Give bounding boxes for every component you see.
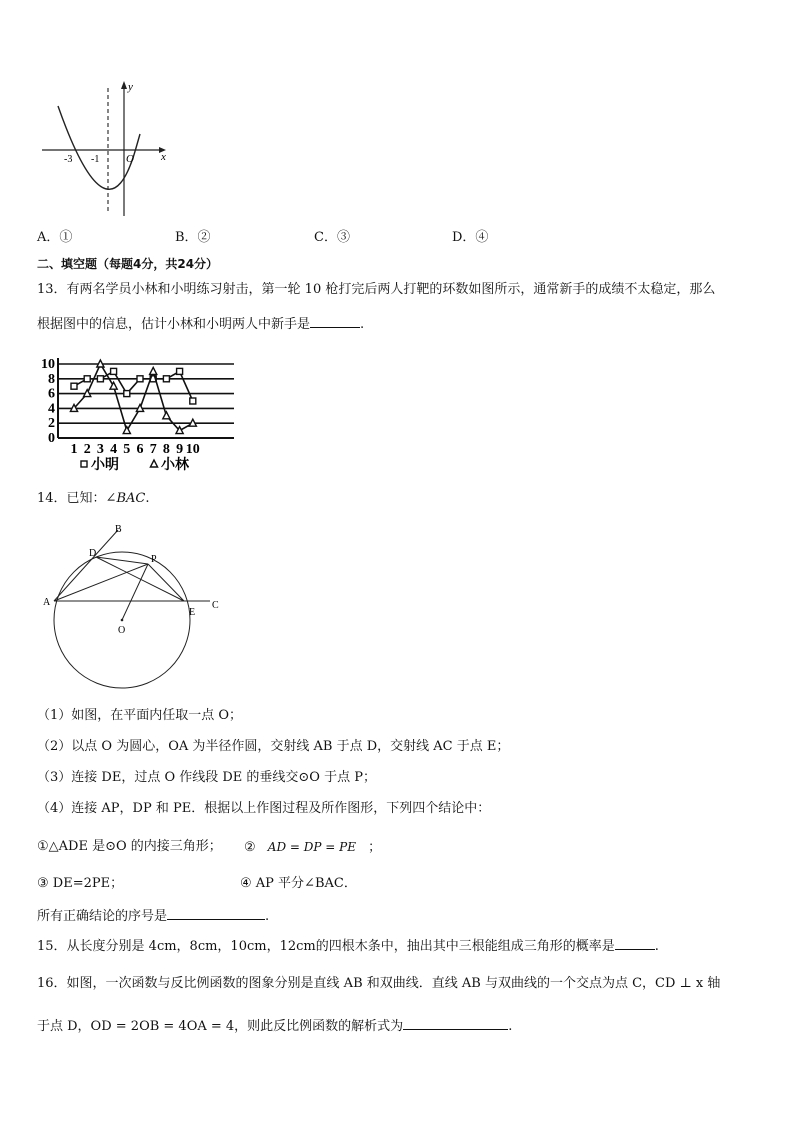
chart-point-triangle [84,390,91,397]
chart-x-tick-label: 2 [83,442,91,457]
label-d: D [89,548,97,559]
chart-point-square [177,368,183,374]
chart-y-tick-label: 6 [48,386,55,402]
q13-line2-prefix: 根据图中的信息，估计小林和小明两人中新手是 [37,317,311,332]
q14-conclusion-1: ①△ADE 是⊙O 的内接三角形； [37,839,222,854]
chart-x-tick-label: 8 [162,442,170,457]
q16-line2-suffix: . [508,1019,513,1034]
graph-x-label: x [161,151,166,163]
q13-shooting-line-chart [36,340,246,478]
q14-conclusion-4: ④ AP 平分∠BAC． [240,876,357,891]
chart-point-triangle [163,412,170,419]
q14-title [37,490,149,508]
label-a: A [43,597,51,608]
q14-answer-prefix: 所有正确结论的序号是 [37,909,168,924]
chart-series-line-0 [74,371,193,401]
q16-text-line2 [37,1015,512,1036]
chart-point-square [84,376,90,382]
graph-y-label: y [128,81,133,93]
chart-x-tick-label: 4 [110,442,118,457]
chart-x-tick-label: 7 [149,442,157,457]
y-axis-arrow-icon [121,81,127,89]
chart-y-tick-label: 2 [48,416,55,432]
q15-answer-blank[interactable] [615,935,655,950]
chart-point-square [124,391,130,397]
q16-text-line1: 16．如图，一次函数与反比例函数的图象分别是直线 AB 和双曲线．直线 AB 与双曲线的一个交点为点 C，CD ⊥ x 轴 [37,976,721,991]
q13-text-line1: 13．有两名学员小林和小明练习射击，第一轮 10 枪打完后两人打靶的环数如图所示，通常新手的成绩不太稳定，那么 [37,282,716,297]
chart-x-tick-label: 9 [176,442,184,457]
q13-answer-blank[interactable] [310,313,360,328]
q14-step1: （1）如图，在平面内任取一点 O； [37,708,243,723]
chart-point-triangle [97,360,104,367]
chart-point-square [137,376,143,382]
label-c: C [212,600,219,611]
q14-title-suffix: . [145,491,150,506]
chart-point-triangle [189,419,196,426]
label-o: O [118,625,126,636]
q12-option-c: C．③ [314,230,350,245]
chart-point-square [190,398,196,404]
chart-x-tick-label: 6 [136,442,144,457]
q14-conclusion-3: ③ DE=2PE； [37,876,124,891]
chart-y-tick-label: 4 [48,401,55,417]
ray-ab [54,530,118,601]
q14-step2: （2）以点 O 为圆心，OA 为半径作圆，交射线 AB 于点 D，交射线 AC 于点 E； [37,739,510,754]
center-point-o [121,619,124,622]
graph-origin-label: O [126,153,134,165]
q12-parabola-graph [36,78,176,220]
q14-conclusion-2 [244,838,381,857]
q13-text-line2 [37,313,364,334]
q12-option-b: B．② [175,230,211,245]
q14-c2-prefix: ② [244,840,256,855]
q14-answer-blank[interactable] [167,905,265,920]
q14-answer-suffix: . [265,909,270,924]
graph-tick-minus1: -1 [91,154,100,165]
chart-y-tick-label: 10 [41,357,55,372]
q12-option-a: A．① [37,230,73,245]
q14-title-prefix: 14．已知： [37,491,106,506]
q14-c2-arc-equation: AD = DP = PE [267,840,356,854]
chart-y-tick-label: 8 [48,371,55,387]
chart-x-tick-label: 1 [70,442,78,457]
parabola-curve [58,106,140,189]
q15-text-line [37,935,659,956]
q14-answer-line [37,905,269,926]
chart-x-tick-label: 10 [185,442,200,457]
chart-point-triangle [150,367,157,374]
chart-x-tick-label: 5 [123,442,131,457]
chart-point-square [97,376,103,382]
q14-circle-construction-figure [38,520,228,694]
q14-step3: （3）连接 DE，过点 O 作线段 DE 的垂线交⊙O 于点 P； [37,770,376,785]
graph-tick-minus3: -3 [64,154,73,165]
q16-answer-blank[interactable] [403,1015,508,1030]
q12-option-d: D．④ [452,230,489,245]
chart-x-tick-label: 3 [96,442,104,457]
legend-label-xiaolin: 小林 [161,458,189,473]
q15-text: 15．从长度分别是 4cm，8cm，10cm，12cm的四根木条中，抽出其中三根能组成三角形的概率是 [37,939,615,954]
q14-c2-suffix: ； [368,840,382,855]
q14-step4: （4）连接 AP，DP 和 PE．根据以上作图过程及所作图形，下列四个结论中： [37,801,491,816]
chart-y-tick-label: 0 [48,431,55,446]
chart-point-square [163,376,169,382]
legend-triangle-marker [150,460,157,467]
chart-point-square [71,383,77,389]
label-e: E [189,607,196,618]
section-heading: 二、填空题（每题4分，共24分） [37,257,219,271]
q15-suffix: . [654,939,659,954]
legend-square-marker [81,461,87,467]
label-p: P [151,554,157,565]
label-b: B [115,524,122,535]
q16-line2-prefix: 于点 D，OD = 2OB = 4OA = 4，则此反比例函数的解析式为 [37,1019,404,1034]
chart-point-square [111,368,117,374]
chart-point-triangle [136,404,143,411]
legend-label-xiaoming: 小明 [91,458,119,473]
q14-title-math: ∠BAC [105,491,146,506]
q13-line2-suffix: . [360,317,365,332]
